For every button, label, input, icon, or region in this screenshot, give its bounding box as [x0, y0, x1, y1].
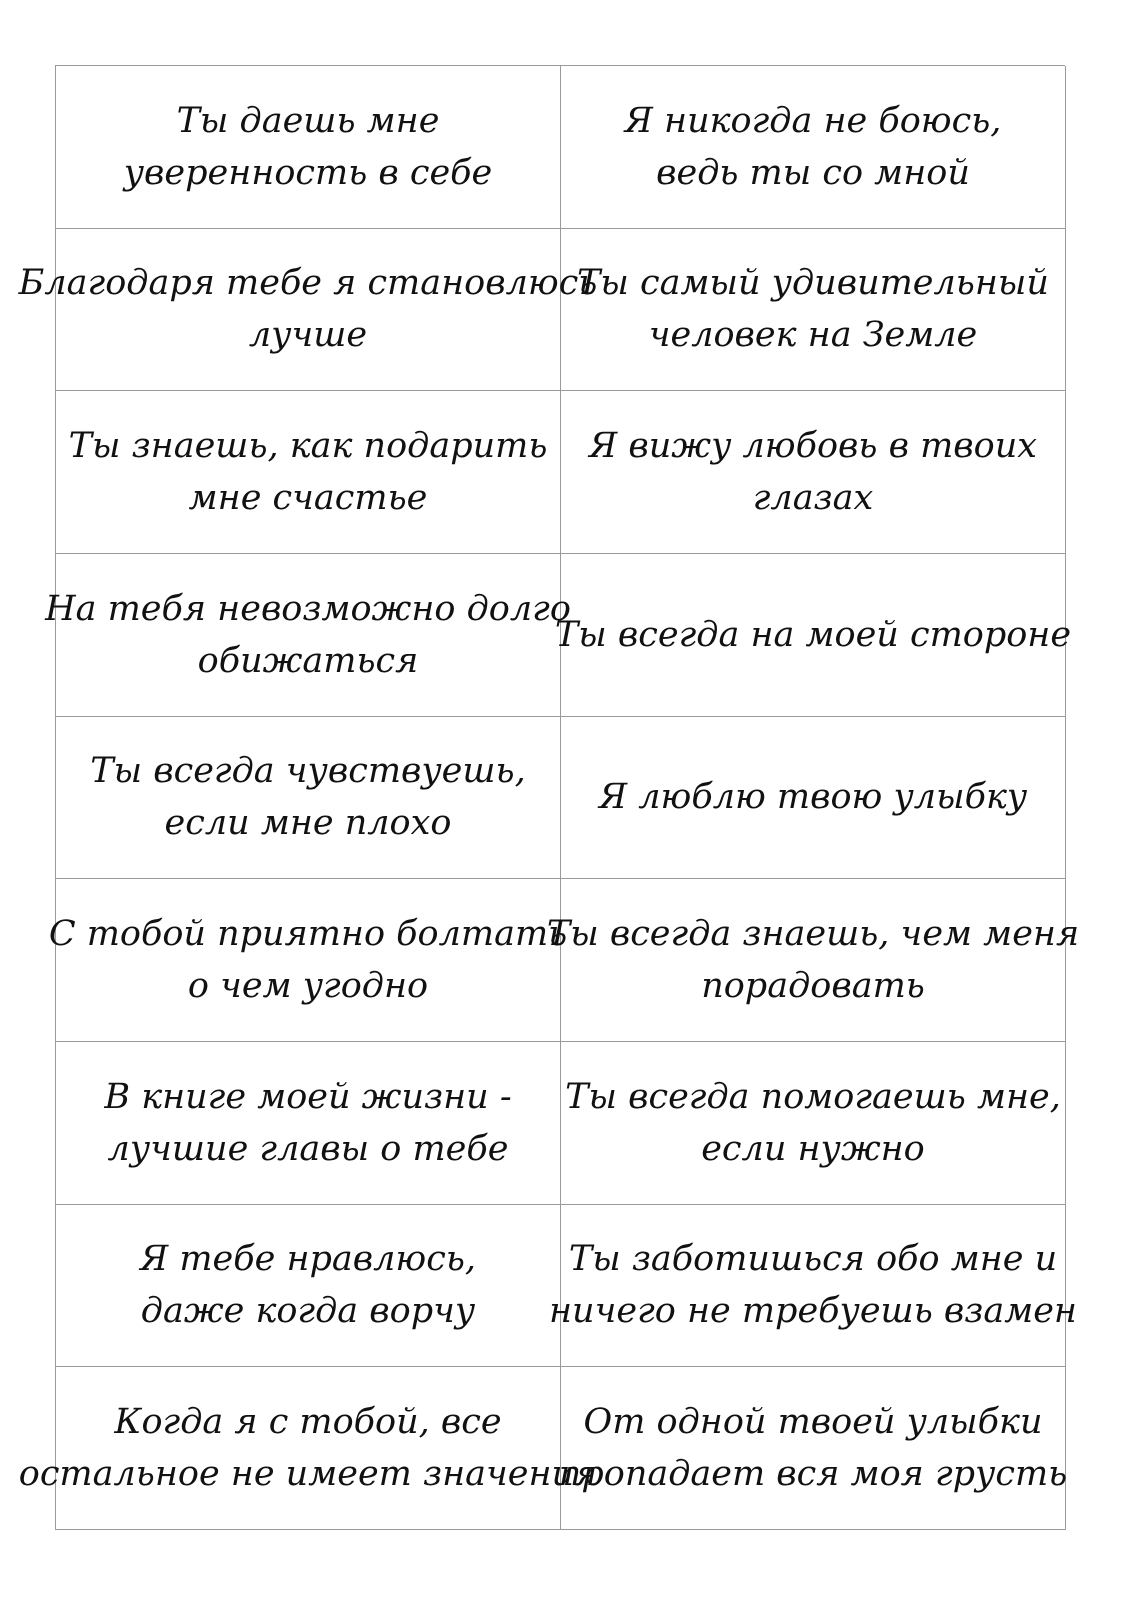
card [18, 1367, 598, 1530]
card-line: если нужно [701, 1128, 925, 1169]
card-line: даже когда ворчу [140, 1291, 476, 1332]
card [56, 391, 561, 554]
card [48, 879, 568, 1042]
card [561, 66, 1066, 229]
card [561, 229, 1066, 392]
card-line: человек на Земле [648, 315, 978, 356]
card-line: если мне плохо [164, 803, 452, 844]
card [549, 1205, 1077, 1368]
card [554, 554, 1072, 717]
card [561, 391, 1066, 554]
card-line: ведь ты со мной [656, 152, 970, 193]
card-line: Ты всегда помогаешь мне, [565, 1076, 1061, 1117]
card-line: лучше [248, 315, 368, 356]
card-line: Ты самый удивительный [577, 263, 1049, 304]
card-line: Ты всегда чувствуешь, [90, 751, 526, 792]
card-line: Ты заботишься обо мне и [568, 1239, 1058, 1280]
card-line: пропадает вся моя грусть [558, 1454, 1068, 1495]
card-line: Я люблю твою улыбку [598, 777, 1028, 818]
card-line: ничего не требуешь взамен [549, 1291, 1077, 1332]
card [18, 229, 598, 392]
card-line: обижаться [197, 640, 419, 681]
card [56, 66, 561, 229]
card-line: Я тебе нравлюсь, [139, 1239, 477, 1280]
card [56, 1205, 561, 1368]
card-line: Когда я с тобой, все [114, 1402, 502, 1443]
card [45, 554, 571, 717]
card-line: уверенность в себе [123, 152, 493, 193]
card-line: Ты всегда на моей стороне [554, 614, 1072, 655]
card [561, 717, 1066, 880]
card-line: Ты знаешь, как подарить [68, 426, 548, 467]
card-line: мне счастье [188, 478, 428, 519]
card [56, 717, 561, 880]
card-line: На тебя невозможно долго [45, 588, 571, 629]
card-line: о чем угодно [187, 966, 429, 1007]
card-line: Благодаря тебе я становлюсь [18, 263, 598, 304]
card [56, 1042, 561, 1205]
card-line: Я никогда не боюсь, [624, 100, 1002, 141]
card-line: С тобой приятно болтать [48, 914, 568, 955]
card-line: Ты даешь мне [176, 100, 440, 141]
card [546, 879, 1080, 1042]
card [561, 1042, 1066, 1205]
card-grid [18, 65, 1080, 1530]
card-line: порадовать [701, 966, 925, 1007]
card-line: В книге моей жизни - [104, 1076, 512, 1117]
card [558, 1367, 1068, 1530]
card-line: От одной твоей улыбки [583, 1402, 1043, 1443]
card-line: Ты всегда знаешь, чем меня [546, 914, 1080, 955]
card-line: остальное не имеет значения [18, 1454, 598, 1495]
card-line: Я вижу любовь в твоих [588, 426, 1037, 467]
card-line: лучшие главы о тебе [107, 1128, 509, 1169]
card-line: глазах [752, 478, 874, 519]
